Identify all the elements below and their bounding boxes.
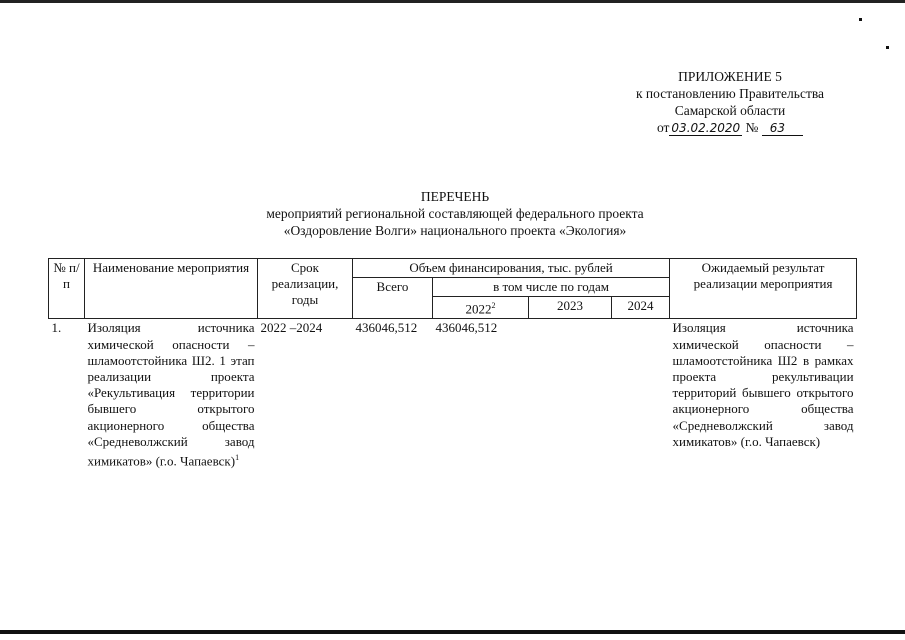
row-term: 2022 –2024 [260,320,323,336]
row-name-text: Изоляция источника химической опасности – шламоотстойника Ш2. 1 этап реализации проекта «Рекультивация территории бывшего открытого акционерного общества «Средневолжский завод химикатов» (г.о. Чапаевск) [87,320,255,469]
header-total: Всего [353,278,433,319]
footnote-ref: 1 [235,452,240,462]
appendix-header [600,68,860,137]
header-name: Наименование мероприятия [85,259,258,319]
handwritten-date: 03.02.2020 [671,121,741,135]
header-2022-label: 2022 [465,301,492,317]
measures-table [48,258,857,470]
header-2023: 2023 [529,297,612,319]
appendix-line2: Самарской области [674,103,786,118]
header-by-years: в том числе по годам [433,278,670,297]
row-result: Изоляция источника химической опасности – шламоотстойника Ш2 в рамках проекта рекультивации территорий бывшего открытого акционерного общества «Средневолжский завод химикатов» (г.о. Чапаевск) [672,320,854,449]
appendix-date-line [600,119,860,137]
row-2023 [529,319,612,471]
row-name [85,319,258,471]
header-num: № п/п [49,259,85,319]
date-prefix: от [656,120,670,135]
row-total: 436046,512 [355,320,418,336]
header-2022 [433,297,529,319]
heading-line1: мероприятий региональной составляющей федерального проекта [266,206,644,221]
row-2024 [612,319,670,471]
scan-speck [886,46,889,49]
header-term: Срок реализации, годы [258,259,353,319]
header-funding: Объем финансирования, тыс. рублей [353,259,670,278]
scan-bottom-border [0,630,905,634]
row-2022: 436046,512 [435,320,498,336]
appendix-title: ПРИЛОЖЕНИЕ 5 [678,69,782,84]
scan-speck [859,18,862,21]
heading-line2: «Оздоровление Волги» национального проекта «Экология» [283,223,627,238]
table-row [49,319,857,471]
appendix-line1: к постановлению Правительства [635,86,825,101]
handwritten-number: 63 [762,121,803,136]
footnote-ref: 2 [491,301,496,310]
heading-title: ПЕРЕЧЕНЬ [420,189,490,204]
header-result: Ожидаемый результат реализации мероприятия [670,259,857,319]
number-prefix: № [745,120,759,135]
header-2024: 2024 [612,297,670,319]
row-num: 1. [51,320,62,336]
document-heading [150,188,760,239]
scan-top-border [0,0,905,3]
